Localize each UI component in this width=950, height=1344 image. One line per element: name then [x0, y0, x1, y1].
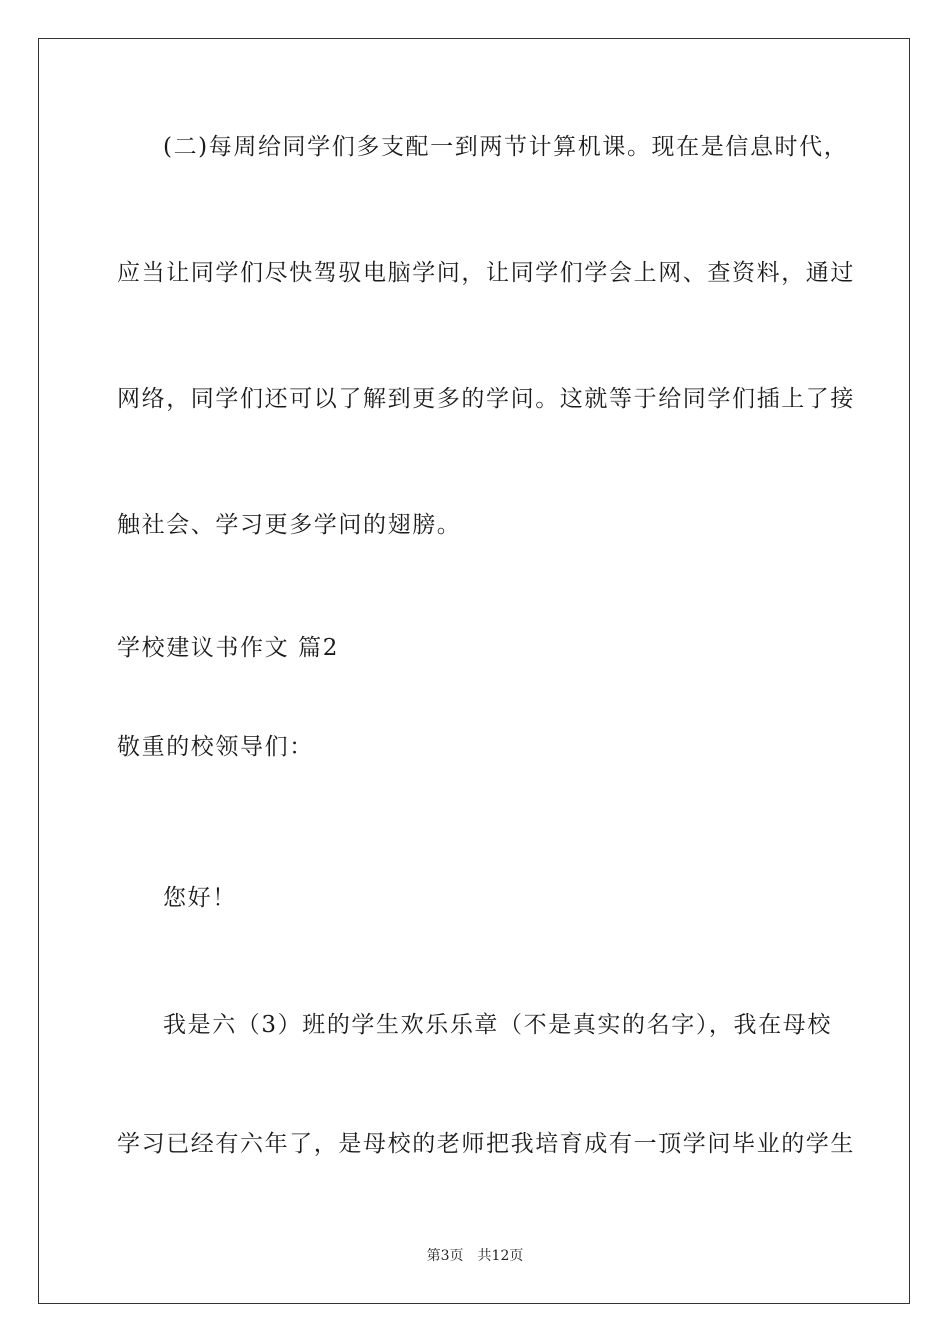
paragraph-line-2: 应当让同学们尽快驾驭电脑学问，让同学们学会上网、查资料，通过: [117, 260, 855, 286]
section-heading: 学校建议书作文 篇2: [117, 635, 339, 661]
paragraph-line-6: 学习已经有六年了，是母校的老师把我培育成有一顶学问毕业的学生: [117, 1131, 855, 1157]
salutation: 敬重的校领导们：: [117, 734, 314, 760]
paragraph-line-3: 网络，同学们还可以了解到更多的学问。这就等于给同学们插上了接: [117, 386, 855, 412]
page-border: [38, 38, 910, 1304]
paragraph-line-1: (二)每周给同学们多支配一到两节计算机课。现在是信息时代，: [163, 134, 849, 160]
paragraph-line-5: 我是六（3）班的学生欢乐乐章（不是真实的名字），我在母校: [163, 1012, 832, 1038]
page-number-total: 共12页: [477, 1248, 524, 1264]
page-number-current: 第3页: [426, 1248, 464, 1264]
greeting: 您好！: [163, 885, 237, 911]
paragraph-line-4: 触社会、学习更多学问的翅膀。: [117, 512, 462, 538]
page-footer: [0, 1246, 950, 1266]
